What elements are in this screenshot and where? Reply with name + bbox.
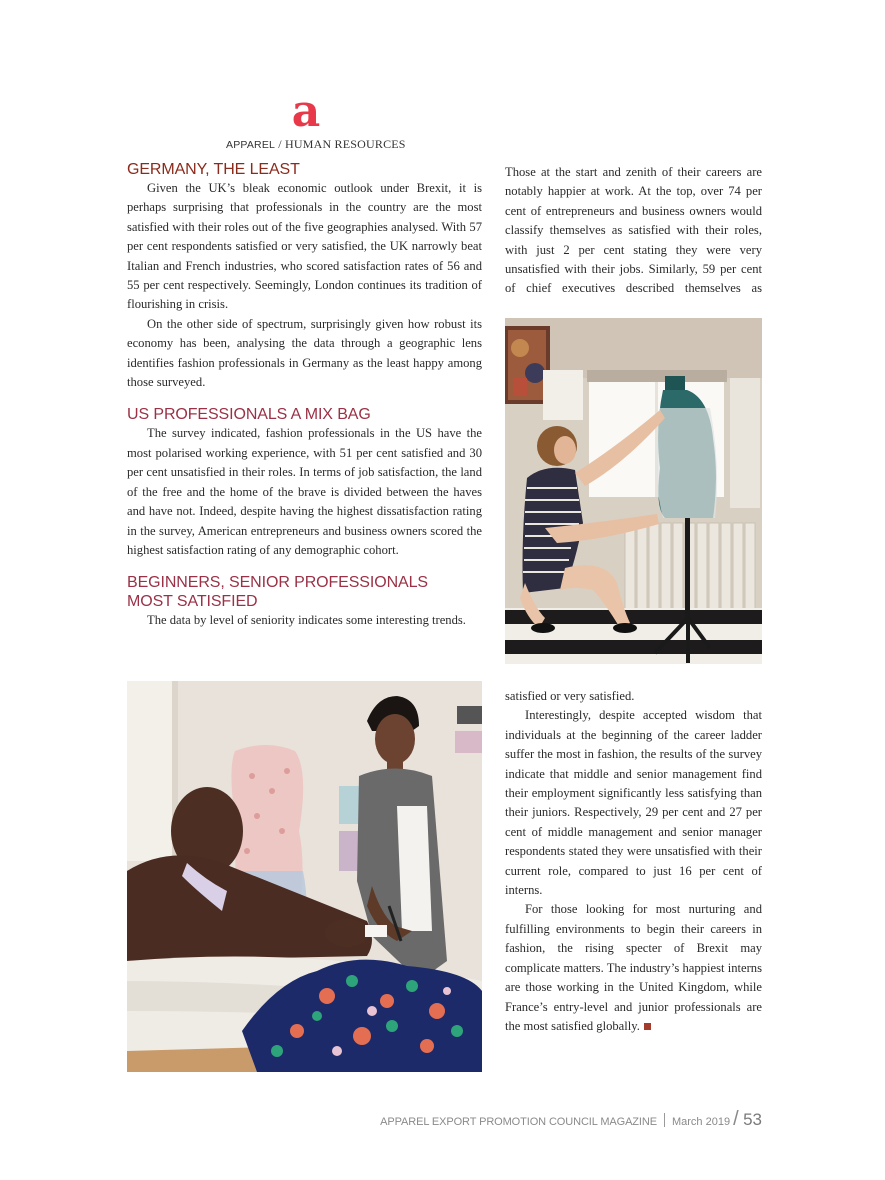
right-column-top: [505, 163, 762, 299]
photo-designer-dress-form-image: [505, 318, 762, 664]
left-column: [127, 160, 482, 631]
footer-magazine-name: APPAREL EXPORT PROMOTION COUNCIL MAGAZINE: [380, 1116, 657, 1128]
right-column-bottom: [505, 687, 762, 1036]
paragraph: The survey indicated, fashion professionals in the US have the most polarised working experience, with 51 per cent satisfied and 30 per cent unsatisfied in their roles. In terms of job satisfaction, the land of the free and the home of the brave is divided between the haves and have not. Indeed, despite having the highest dissatisfaction rating in the survey, American entrepreneurs and business owners scored the highest satisfaction rating of any demographic cohort.: [127, 426, 482, 557]
magazine-logo: a: [291, 86, 321, 137]
section-category: APPAREL: [226, 139, 276, 151]
paragraph: satisfied or very satisfied.: [505, 689, 635, 703]
section-subcategory: HUMAN RESOURCES: [285, 137, 406, 151]
page-number: 53: [743, 1110, 762, 1129]
footer-divider: [664, 1113, 665, 1127]
paragraph: Those at the start and zenith of their careers are notably happier at work. At the top, over 74 per cent of entrepreneurs and business owners would classify themselves as satisfied with their roles, with just 2 per cent stating they were very unsatisfied with their jobs. Similarly, 59 per cent of chief executives described themselves as: [505, 165, 762, 296]
heading-germany: GERMANY, THE LEAST: [127, 161, 300, 178]
footer-date: March 2019: [671, 1116, 731, 1128]
section-separator: /: [275, 137, 285, 151]
heading-beginners: BEGINNERS, SENIOR PROFESSIONALS MOST SATISFIED: [127, 574, 428, 611]
photo-designers-at-table: [127, 681, 482, 1072]
paragraph: Interestingly, despite accepted wisdom that individuals at the beginning of the career ladder suffer the most in fashion, the results of the survey indicate that middle and senior management find their employment significantly less satisfying than their juniors. Respectively, 29 per cent and 27 per cent of middle management and senior manager respondents stated they were unsatisfied with their current role, compared to just 16 per cent of interns.: [505, 708, 762, 898]
paragraph: Given the UK’s bleak economic outlook under Brexit, it is perhaps surprising that professionals in the country are the most satisfied with their roles out of the five geographies analysed. With 57 per cent respondents satisfied or very satisfied, the UK narrowly beat Italian and French industries, who scored satisfaction rates of 56 and 55 per cent respectively. Seemingly, London continues its tradition of flourishing in crisis.: [127, 181, 482, 312]
paragraph: [505, 900, 762, 1036]
photo-designers-at-table-image: [127, 681, 482, 1072]
section-label: [226, 137, 406, 152]
paragraph: The data by level of seniority indicates some interesting trends.: [147, 613, 466, 628]
paragraph: On the other side of spectrum, surprisingly given how robust its economy has been, analysing the data through a geographic lens identifies fashion professionals in Germany as the least happy among those surveyed.: [127, 316, 482, 390]
page-footer: [380, 1108, 762, 1131]
paragraph-text: For those looking for most nurturing and fulfilling environments to begin their careers in fashion, the rising specter of Brexit may complicate matters. The industry’s happiest interns are those working in the United Kingdom, while France’s entry-level and junior professionals are the most satisfied globally.: [505, 902, 762, 1033]
end-mark-icon: [644, 1023, 651, 1030]
heading-us-professionals: US PROFESSIONALS A MIX BAG: [127, 406, 371, 424]
photo-designer-dress-form: [505, 318, 762, 664]
footer-slash: /: [733, 1108, 739, 1130]
